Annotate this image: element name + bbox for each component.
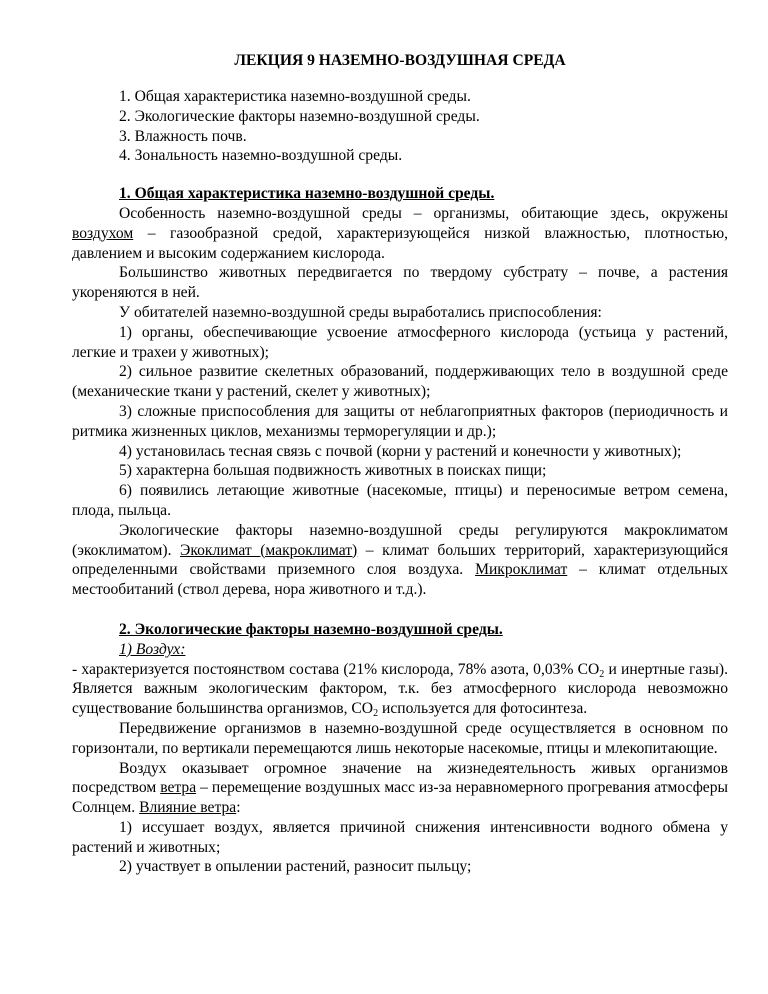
toc-item: 1. Общая характеристика наземно-воздушной среды. — [119, 88, 471, 105]
section-2-heading: 2. Экологические факторы наземно-воздушной среды. — [119, 620, 503, 638]
wind-effect-item: 2) участвует в опылении растений, разносит пыльцу; — [119, 858, 472, 876]
subsection-air-heading: 1) Воздух: — [119, 640, 186, 658]
term-microclimate: Микроклимат — [475, 561, 568, 579]
adaptation-item: 1) органы, обеспечивающие усвоение атмосферного кислорода (устьица у растений, легкие и трахеи у животных); — [72, 323, 728, 361]
toc-item: 3. Влажность почв. — [119, 127, 247, 145]
term-ecoclimate: Экоклимат (макроклимат) — [180, 541, 358, 559]
toc-item: 2. Экологические факторы наземно-воздушной среды. — [119, 107, 480, 125]
term-wind-influence: Влияние ветра — [139, 799, 237, 817]
wind-effect-item: 1) иссушает воздух, является причиной снижения интенсивности водного обмена у растений и животных; — [72, 818, 728, 856]
section-2-paragraph: Воздух оказывает огромное значение на жизнедеятельность живых организмов посредством ветра – перемещение воздушных масс из-за неравномерного прогревания атмосферы Солнцем. Влияние ветра: — [72, 759, 728, 817]
adaptation-item: 3) сложные приспособления для защиты от неблагоприятных факторов (периодичность и ритмика жизненных циклов, механизмы терморегуляции и др.); — [72, 402, 728, 440]
section-1-paragraph: Особенность наземно-воздушной среды – организмы, обитающие здесь, окружены воздухом – газообразной средой, характеризующейся низкой влажностью, плотностью, давлением и высоким содержанием кислорода. — [72, 204, 728, 262]
term-air: воздухом — [72, 224, 134, 242]
section-2-paragraph: - характеризуется постоянством состава (21% кислорода, 78% азота, 0,03% $CO_2$ и инертные газы). Является важным экологическим фактором, т.к. без атмосферного кислорода невозможно существование большинства организмов, $CO_2$ используется для фотосинтеза. — [72, 660, 728, 720]
term-wind: ветра — [160, 779, 197, 797]
lecture-title: ЛЕКЦИЯ 9 НАЗЕМНО-ВОЗДУШНАЯ СРЕДА — [234, 52, 566, 69]
table-of-contents — [72, 87, 728, 166]
section-1-paragraph: Экологические факторы наземно-воздушной среды регулируются макроклиматом (экоклиматом). Экоклимат (макроклимат) – климат больших территорий, характеризующийся определенными свойствами приземного слоя воздуха. Микроклимат – климат отдельных местообитаний (ствол дерева, нора животного и т.д.). — [72, 521, 729, 599]
adaptation-item: 4) установилась тесная связь с почвой (корни у растений и конечности у животных); — [119, 442, 682, 460]
adaptation-item: 5) характерна большая подвижность животных в поисках пищи; — [119, 462, 547, 480]
adaptation-item: 2) сильное развитие скелетных образований, поддерживающих тело в воздушной среде (механические ткани у растений, скелет у животных); — [72, 363, 728, 401]
section-1-paragraph: Большинство животных передвигается по твердому субстрату – почве, а растения укореняются в ней. — [72, 264, 728, 302]
section-1-paragraph: У обитателей наземно-воздушной среды выработались приспособления: — [119, 303, 602, 321]
document-page — [72, 0, 728, 877]
adaptation-item: 6) появились летающие животные (насекомые, птицы) и переносимые ветром семена, плода, пыльца. — [72, 482, 728, 519]
section-1-heading: 1. Общая характеристика наземно-воздушной среды. — [119, 185, 495, 203]
toc-item: 4. Зональность наземно-воздушной среды. — [119, 147, 403, 165]
section-2-paragraph: Передвижение организмов в наземно-воздушной среде осуществляется в основном по горизонтали, по вертикали перемещаются лишь некоторые насекомые, птицы и млекопитающие. — [72, 719, 728, 757]
